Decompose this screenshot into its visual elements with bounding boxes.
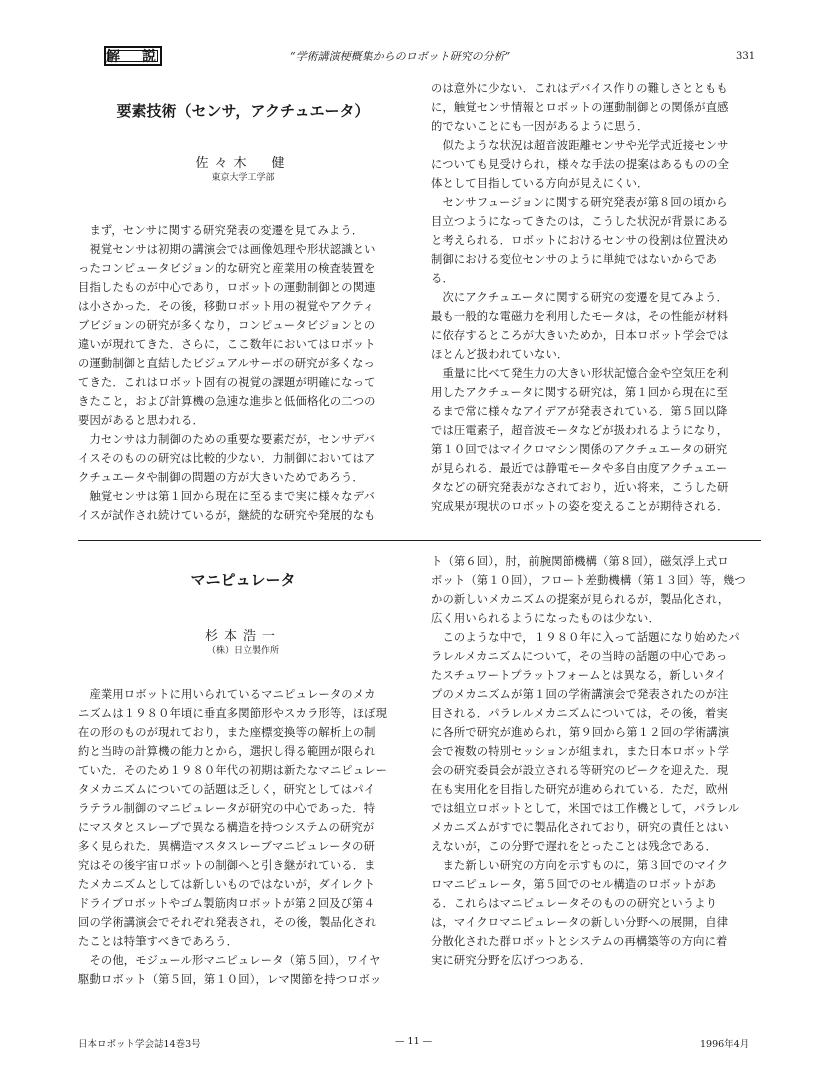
- text-line: タなどの研究発表がなされており，近い将来，こうした研: [431, 481, 729, 494]
- text-line: 究はその後宇宙ロボットの制御へと引き継がれている．ま: [78, 859, 376, 872]
- running-title: “学術講演梗概集からのロボット研究の分析”: [290, 50, 511, 63]
- text-line: えないが，この分野で遅れをとったことは残念である．: [431, 840, 717, 853]
- text-line: ロマニピュレータ，第５回でのセル構造のロボットがあ: [431, 878, 717, 891]
- section-divider: [78, 540, 761, 541]
- text-line: クチュエータや制御の問題の方が大きいためであろう．: [78, 471, 364, 484]
- text-line: ニズムは１９８０年頃に垂直多関節形やスカラ形等，ほぼ現: [78, 707, 388, 720]
- text-line: 多く見られた．異構造マスタスレーブマニピュレータの研: [78, 840, 376, 853]
- text-line: る．: [431, 272, 454, 285]
- text-line: たことは特筆すべきであろう．: [78, 935, 239, 948]
- text-line: このような中で，１９８０年に入って話題になり始めたパ: [431, 631, 740, 644]
- section1-left-column: [78, 221, 376, 525]
- text-line: 会の研究委員会が設立される等研究のピークを迎えた．現: [431, 764, 729, 777]
- text-line: では組立ロボットとして，米国では工作機として，パラレル: [431, 802, 740, 815]
- text-line: は，マイクロマニピュレータの新しい分野への展開，自律: [431, 916, 729, 929]
- text-line: 会で複数の特別セッションが組まれ，また日本ロボット学: [431, 745, 730, 758]
- text-line: 違いが現れてきた．さらに，ここ数年においてはロボット: [78, 338, 376, 351]
- text-line: に各所で研究が進められ，第９回から第１２回の学術講演: [431, 726, 730, 739]
- section1-title: 要素技術（センサ，アクチュエータ）: [116, 102, 370, 120]
- text-line: 最も一般的な電磁力を利用したモータは，その性能が材料: [431, 310, 729, 323]
- section2-left-column: [78, 685, 387, 989]
- text-line: に依存するところが大きいためか，日本ロボット学会では: [431, 329, 729, 342]
- text-line: たスチュワートプラットフォームとは異なる，新しいタイ: [431, 669, 727, 682]
- text-line: ボット（第１０回），フロート差動機構（第１３回）等，幾つ: [431, 574, 746, 587]
- text-line: 実に研究分野を広げつつある．: [431, 954, 592, 967]
- text-line: ラテラル制御のマニピュレータが研究の中心であった．特: [78, 802, 376, 815]
- text-line: 究成果が現状のロボットの姿を変えることが期待される．: [431, 500, 729, 513]
- section-badge: 解 説: [104, 46, 162, 66]
- text-line: イスそのものの研究は比較的少ない．力制御においてはア: [78, 452, 376, 465]
- text-line: と考えられる．ロボットにおけるセンサの役割は位置決め: [431, 234, 729, 247]
- text-line: てきた．これはロボット固有の視覚の課題が明確になって: [78, 376, 376, 389]
- section2-title: マニピュレータ: [190, 571, 296, 589]
- text-line: 駆動ロボット（第５回，第１０回），レマ関節を持つロボッ: [78, 973, 382, 986]
- text-line: 用したアクチュータに関する研究は，第１回から現在に至: [431, 386, 728, 399]
- text-line: その他，モジュール形マニピュレータ（第５回），ワイヤ: [78, 954, 381, 967]
- text-line: かの新しいメカニズムの提案が見られるが，製品化され，: [431, 593, 730, 606]
- text-line: についても見受けられ，様々な手法の提案はあるものの全: [431, 158, 730, 171]
- text-line: たメカニズムとしては新しいものではないが，ダイレクト: [78, 878, 376, 891]
- text-line: 視覚センサは初期の講演会では画像処理や形状認識とい: [78, 243, 376, 256]
- text-line: にマスタとスレーブで異なる構造を持つシステムの研究が: [78, 821, 375, 834]
- section2-affiliation: （株）日立製作所: [206, 646, 279, 656]
- text-line: 力センサは力制御のための重要な要素だが，センサデバ: [78, 433, 375, 446]
- text-line: ほとんど扱われていない．: [431, 348, 569, 361]
- text-line: 目指したものが中心であり，ロボットの運動制御との関連: [78, 281, 376, 294]
- text-line: が見られる．最近では静電モータや多自由度アクチュエー: [431, 462, 728, 475]
- text-line: 回の学術講演会でそれぞれ発表され，その後，製品化され: [78, 916, 377, 929]
- text-line: ていた．そのため１９８０年代の初期は新たなマニピュレー: [78, 764, 388, 777]
- text-line: ったコンピュータビジョン的な研究と産業用の検査装置を: [78, 262, 376, 275]
- footer-page: — 11 —: [395, 1036, 433, 1047]
- text-line: 約と当時の計算機の能力とから，選択し得る範囲が限られ: [78, 745, 376, 758]
- text-line: に，触覚センサ情報とロボットの運動制御との関係が直感: [431, 101, 729, 114]
- text-line: 目される．パラレルメカニズムについては，その後，着実: [431, 707, 728, 720]
- text-line: 体として目指している方向が見えにくい．: [431, 177, 649, 190]
- text-line: 制御における変位センサのように単純ではないからであ: [431, 253, 718, 266]
- text-line: きたこと，および計算機の急速な進歩と低価格化の二つの: [78, 395, 376, 408]
- footer-date: 1996年4月: [700, 1039, 750, 1050]
- section2-author: 杉本浩一: [204, 629, 281, 644]
- text-line: 似たような状況は超音波距離センサや光学式近接センサ: [431, 139, 729, 152]
- text-line: 在の形のものが現れており，また座標変換等の解析上の制: [78, 726, 376, 739]
- text-line: 広く用いられるようになったものは少ない．: [431, 612, 660, 625]
- text-line: 分散化された群ロボットとシステムの再構築等の方向に着: [431, 935, 728, 948]
- text-line: また新しい研究の方向を示すものに，第３回でのマイク: [431, 859, 729, 872]
- footer-journal: 日本ロボット学会誌14巻3号: [78, 1039, 201, 1050]
- text-line: 目立つようになってきたのは，こうした状況が背景にある: [431, 215, 729, 228]
- text-line: るまで常に様々なアイデアが発表されている．第５回以降: [431, 405, 728, 418]
- text-line: る．これらはマニピュレータそのものの研究というより: [431, 897, 718, 910]
- text-line: は小さかった．その後，移動ロボット用の視覚やアクティ: [78, 300, 375, 313]
- text-line: プのメカニズムが第１回の学術講演会で発表されたのが注: [431, 688, 729, 701]
- text-line: 的でないことにも一因があるように思う．: [431, 120, 649, 133]
- text-line: 産業用ロボットに用いられているマニピュレータのメカ: [78, 688, 376, 701]
- text-line: ラレルメカニズムについて，その当時の話題の中心であっ: [431, 650, 728, 663]
- section1-affiliation: 東京大学工学部: [211, 173, 275, 183]
- section1-author: 佐々木 健: [195, 156, 291, 171]
- text-line: のは意外に少ない．これはデバイス作りの難しさとともも: [431, 82, 728, 95]
- page-number: 331: [736, 51, 756, 62]
- text-line: 触覚センサは第１回から現在に至るまで実に様々なデバ: [78, 490, 375, 503]
- section2-right-column: [431, 552, 746, 970]
- text-line: 第１０回ではマイクロマシン関係のアクチュエータの研究: [431, 443, 728, 456]
- text-line: 在も実用化を目指した研究が進められている．ただ，欧州: [431, 783, 729, 796]
- text-line: タメカニズムについての話題は乏しく，研究としてはパイ: [78, 783, 376, 796]
- text-line: の運動制御と直結したビジュアルサーボの研究が多くなっ: [78, 357, 375, 370]
- text-line: ドライブロボットやゴム製筋肉ロボットが第２回及び第４: [78, 897, 375, 910]
- text-line: ブビジョンの研究が多くなり，コンピュータビジョンとの: [78, 319, 376, 332]
- text-line: では圧電素子，超音波モータなどが扱われるようになり，: [431, 424, 729, 437]
- text-line: 次にアクチュエータに関する研究の変遷を見てみよう．: [431, 291, 728, 304]
- text-line: ト（第６回），肘，前腕関節機構（第８回），磁気浮上式ロ: [431, 555, 729, 568]
- text-line: 重量に比べて発生力の大きい形状記憶合金や空気圧を利: [431, 367, 729, 380]
- text-line: メカニズムがすでに製品化されており，研究の責任とはい: [431, 821, 729, 834]
- text-line: 要因があると思われる．: [78, 414, 204, 427]
- text-line: センサフュージョンに関する研究発表が第８回の頃から: [431, 196, 728, 209]
- text-line: イスが試作され続けているが，継続的な研究や発展的なも: [78, 509, 376, 522]
- text-line: まず，センサに関する研究発表の変遷を見てみよう．: [78, 224, 364, 237]
- section1-right-column: [431, 79, 729, 516]
